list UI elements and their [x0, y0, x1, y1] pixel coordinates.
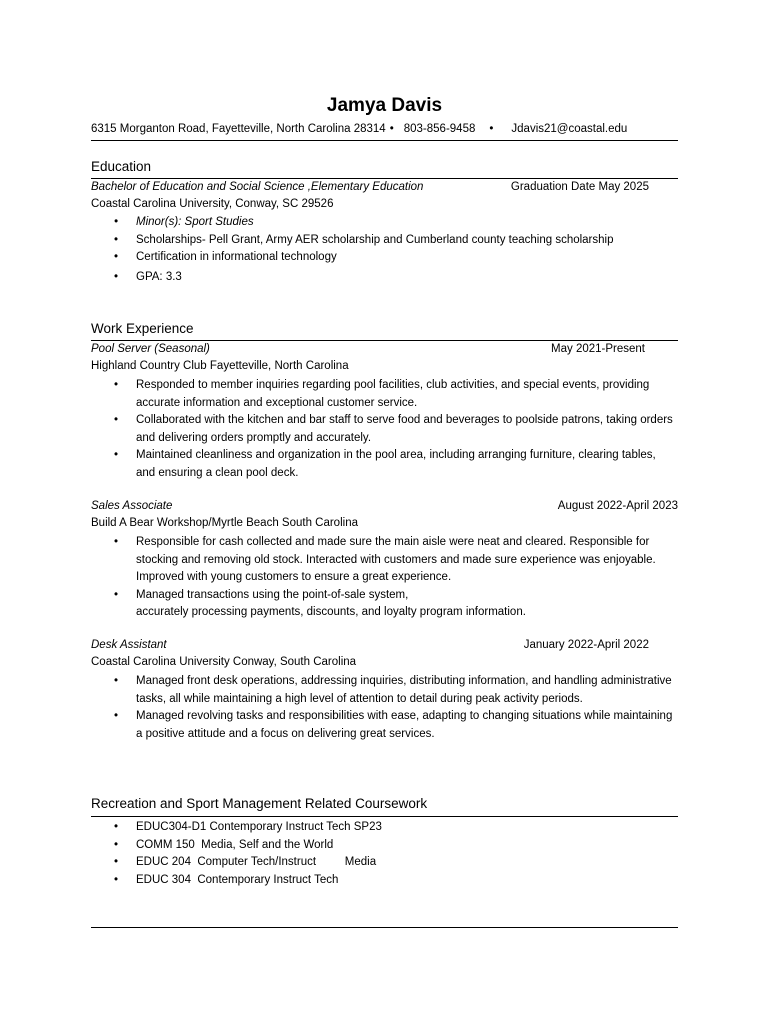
- list-item: • Managed transactions using the point-of-sale system, accurately processing payments, discounts, and loyalty program information.: [91, 587, 678, 622]
- education-list: [91, 214, 678, 286]
- job-role: Desk Assistant: [91, 639, 167, 651]
- degree: Bachelor of Education and Social Science ,Elementary Education: [91, 181, 424, 193]
- degree-row: [91, 181, 678, 193]
- job-duties-list: [91, 534, 678, 622]
- list-item: • Responded to member inquiries regarding pool facilities, club activities, and special events, providing accurate information and exceptional customer service.: [91, 377, 678, 412]
- job-duties-list: [91, 673, 678, 743]
- list-item: • Managed revolving tasks and responsibilities with ease, adapting to changing situations while maintaining a positive attitude and a focus on delivering great services.: [91, 708, 678, 743]
- separator: •: [389, 123, 394, 135]
- email: Jdavis21@coastal.edu: [511, 123, 628, 135]
- section-title-work: Work Experience: [91, 321, 194, 336]
- section-title-coursework: Recreation and Sport Management Related Coursework: [91, 796, 428, 811]
- job-dates: January 2022-April 2022: [523, 639, 649, 651]
- job-duties-list: [91, 377, 678, 482]
- applicant-name: Jamya Davis: [326, 95, 443, 116]
- list-item: • COMM 150 Media, Self and the World: [91, 837, 678, 855]
- header-divider: [91, 140, 678, 141]
- graduation-date: Graduation Date May 2025: [510, 181, 649, 193]
- job-dates: August 2022-April 2023: [557, 500, 678, 512]
- section-divider: [91, 340, 678, 341]
- list-item: • EDUC 204 Computer Tech/Instruct Media: [91, 854, 678, 872]
- address: 6315 Morganton Road, Fayetteville, North Carolina 28314: [91, 123, 386, 135]
- job-title-row: [91, 500, 678, 512]
- section-title-education: Education: [91, 159, 152, 174]
- job-title-row: [91, 343, 678, 355]
- list-item: • Responsible for cash collected and made sure the main aisle were neat and cleared. Responsible for stocking and removing old stock. Interacted with customers and made sure experience was enjoyable. Improved with young customers to ensure a great experience.: [91, 534, 678, 587]
- job-title-row: [91, 639, 678, 651]
- coursework-list: [91, 819, 678, 889]
- list-item: • Collaborated with the kitchen and bar staff to serve food and beverages to poolside patrons, taking orders and delivering orders promptly and accurately.: [91, 412, 678, 447]
- school: Coastal Carolina University, Conway, SC 29526: [91, 198, 334, 210]
- job-employer: Coastal Carolina University Conway, South Carolina: [91, 656, 357, 668]
- contact-line: [91, 123, 678, 135]
- list-item: • Maintained cleanliness and organization in the pool area, including arranging furniture, clearing tables, and ensuring a clean pool deck.: [91, 447, 678, 482]
- list-item: • EDUC 304 Contemporary Instruct Tech: [91, 872, 678, 890]
- job-employer: Highland Country Club Fayetteville, North Carolina: [91, 360, 349, 372]
- job-role: Pool Server (Seasonal): [91, 343, 210, 355]
- list-item: • EDUC304-D1 Contemporary Instruct Tech SP23: [91, 819, 678, 837]
- list-item: • GPA: 3.3: [91, 269, 678, 287]
- job-employer: Build A Bear Workshop/Myrtle Beach South Carolina: [91, 517, 358, 529]
- footer-divider: [91, 927, 678, 928]
- job-role: Sales Associate: [91, 500, 173, 512]
- section-divider: [91, 816, 678, 817]
- list-item: • Scholarships- Pell Grant, Army AER scholarship and Cumberland county teaching scholarship: [91, 232, 678, 250]
- list-item: • Managed front desk operations, addressing inquiries, distributing information, and handling administrative tasks, all while maintaining a high level of attention to detail during peak activity periods.: [91, 673, 678, 708]
- list-item: • Certification in informational technology: [91, 249, 678, 267]
- separator: •: [489, 123, 494, 135]
- section-divider: [91, 178, 678, 179]
- list-item: • Minor(s): Sport Studies: [91, 214, 678, 232]
- phone: 803-856-9458: [403, 123, 476, 135]
- job-dates: May 2021-Present: [551, 343, 645, 355]
